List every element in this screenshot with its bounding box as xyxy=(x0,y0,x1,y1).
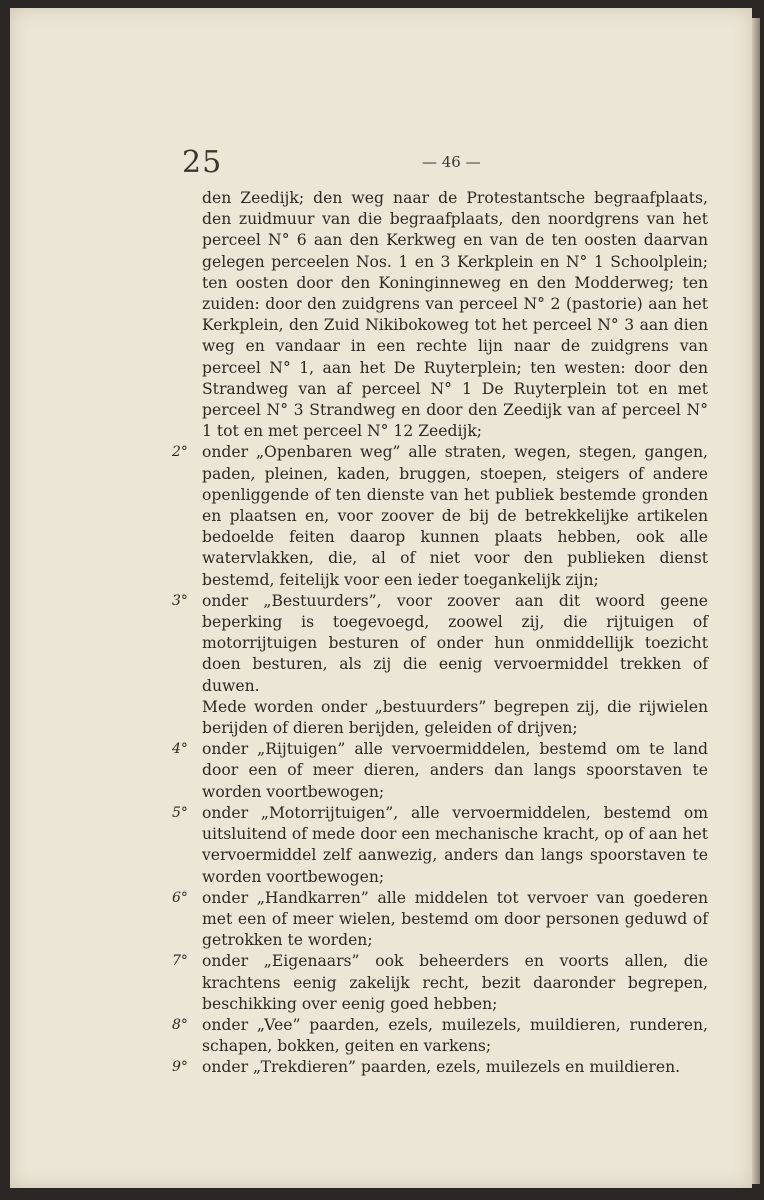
item-number: 2° xyxy=(172,444,188,461)
item-text: onder „Vee” paarden, ezels, muilezels, muildieren, runderen, schapen, bokken, geiten en varkens; xyxy=(202,1015,708,1056)
item-text: onder „Openbaren weg” alle straten, wegen, stegen, gangen, paden, pleinen, kaden, bruggen, stoepen, steigers of andere openliggende of ten dienste van het publiek bestemde gronden en plaatsen en, voor zoover de bij de betrekkelijke artikelen bedoelde feiten daarop kunnen plaats hebben, ook alle watervlakken, die, al of niet voor den publieken dienst bestemd, feitelijk voor een ieder toegankelijk zijn; xyxy=(202,443,708,589)
list-item xyxy=(168,739,708,803)
list-item xyxy=(168,1015,708,1057)
item-number: 4° xyxy=(172,741,188,758)
item-number: 7° xyxy=(172,953,188,970)
list-item xyxy=(168,442,708,590)
paragraph-continuation: den Zeedijk; den weg naar de Protestantsche begraafplaats, den zuidmuur van die begraafplaats, den noordgrens van het perceel N° 6 aan den Kerkweg en van de ten oosten daarvan gelegen perceelen Nos. 1 en 3 Kerkplein en N° 1 Schoolplein; ten oosten door den Koninginneweg en den Modderweg; ten zuiden: door den zuidgrens van perceel N° 2 (pastorie) aan het Kerkplein, den Zuid Nikibokoweg tot het perceel N° 3 aan dien weg en vandaar in een rechte lijn naar de zuidgrens van perceel N° 1, aan het De Ruyterplein; ten westen: door den Strandweg van af perceel N° 1 De Ruyterplein tot en met perceel N° 3 Strandweg en door den Zeedijk van af perceel N° 1 tot en met perceel N° 12 Zeedijk; xyxy=(202,189,708,441)
item-number: 9° xyxy=(172,1059,188,1076)
list-item xyxy=(168,803,708,888)
list-item xyxy=(168,1057,708,1078)
item-number: 5° xyxy=(172,804,188,821)
list-item xyxy=(168,951,708,1015)
page-header xyxy=(182,145,702,185)
body-text xyxy=(168,188,708,1079)
item-text: onder „Handkarren” alle middelen tot vervoer van goederen met een of meer wielen, bestemd om door personen geduwd of getrokken te worden; xyxy=(202,888,708,950)
paragraph-note: Mede worden onder „bestuurders” begrepen zij, die rijwielen berijden of dieren berijden, geleiden of drijven; xyxy=(202,697,708,738)
running-head: — 46 — xyxy=(422,153,481,171)
item-text: onder „Rijtuigen” alle vervoermiddelen, bestemd om te land door een of meer dieren, anders dan langs spoorstaven te worden voortbewogen; xyxy=(202,740,708,801)
list-item xyxy=(168,888,708,952)
item-number: 8° xyxy=(172,1016,188,1033)
item-text: onder „Trekdieren” paarden, ezels, muilezels en muildieren. xyxy=(202,1058,681,1077)
list-item xyxy=(168,591,708,697)
item-text: onder „Bestuurders”, voor zoover aan dit woord geene beperking is toegevoegd, zoowel zij, die rijtuigen of motorrijtuigen besturen of onder hun onmiddellijk toezicht doen besturen, als zij die eenig vervoermiddel trekken of duwen. xyxy=(202,591,708,695)
item-text: onder „Motorrijtuigen”, alle vervoermiddelen, bestemd om uitsluitend of mede door een mechanische kracht, op of aan het vervoermiddel zelf aanwezig, anders dan langs spoorstaven te worden voortbewogen; xyxy=(202,803,708,886)
item-text: onder „Eigenaars” ook beheerders en voorts allen, die krachtens eenig zakelijk recht, bezit daaronder begrepen, beschikking over eenig goed hebben; xyxy=(202,952,708,1013)
page-number: 25 xyxy=(182,145,223,180)
item-number: 6° xyxy=(172,889,188,906)
page-edge xyxy=(752,18,760,1184)
item-number: 3° xyxy=(172,592,188,609)
